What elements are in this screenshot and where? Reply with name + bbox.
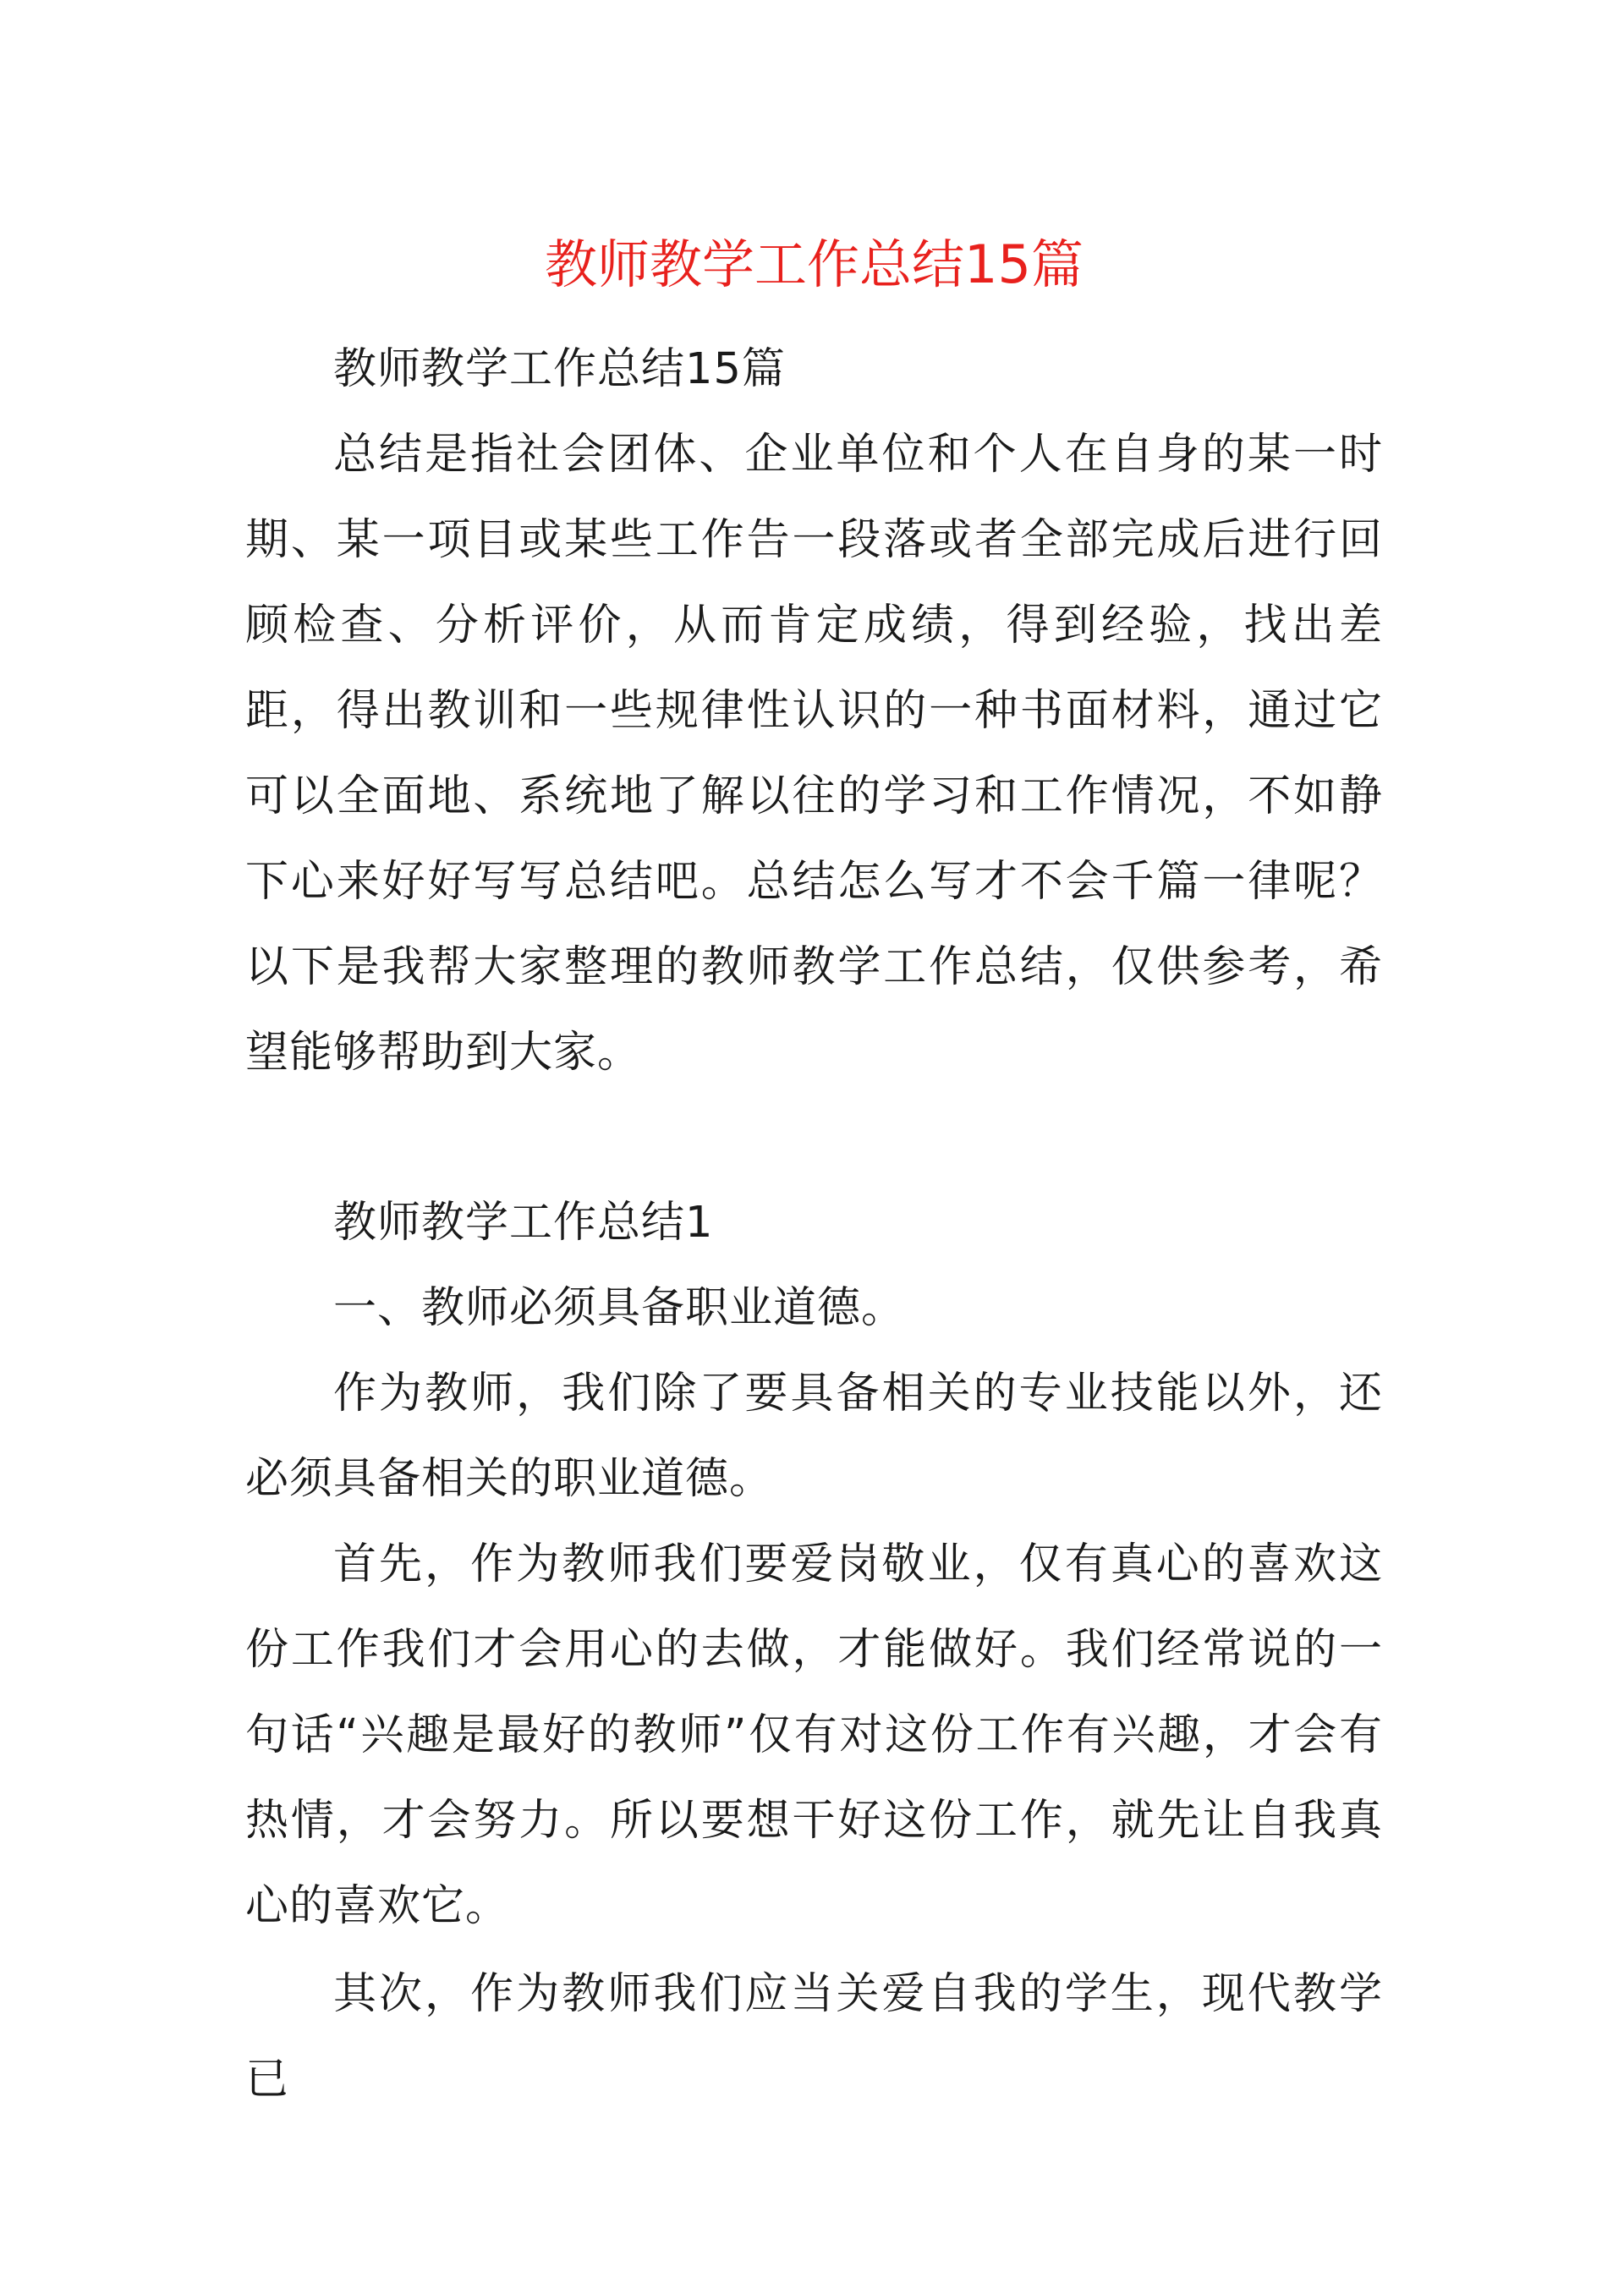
document-title: 教师教学工作总结15篇 <box>545 233 1084 295</box>
first-point-paragraph: 首先，作为教师我们要爱岗敬业，仅有真心的喜欢这份工作我们才会用心的去做，才能做好。我们经常说的一句话“兴趣是最好的教师”仅有对这份工作有兴趣，才会有热情，才会努力。所以要想干好这份工作，就先让自我真心的喜欢它。 <box>245 1539 1383 1931</box>
ethics-paragraph: 作为教师，我们除了要具备相关的专业技能以外，还必须具备相关的职业道德。 <box>245 1369 1383 1504</box>
second-point-paragraph: 其次，作为教师我们应当关爱自我的学生，现代教学已 <box>245 1969 1383 2105</box>
section-title: 教师教学工作总结1 <box>333 1198 714 1248</box>
intro-paragraph: 总结是指社会团体、企业单位和个人在自身的某一时期、某一项目或某些工作告一段落或者全部完成后进行回顾检查、分析评价，从而肯定成绩，得到经验，找出差距，得出教训和一些规律性认识的一种书面材料，通过它可以全面地、系统地了解以往的学习和工作情况，不如静下心来好好写写总结吧。总结怎么写才不会千篇一律呢？以下是我帮大家整理的教师教学工作总结，仅供参考，希望能够帮助到大家。 <box>245 430 1383 1078</box>
section-point-heading: 一、教师必须具备职业道德。 <box>333 1283 906 1333</box>
document-subtitle: 教师教学工作总结15篇 <box>333 344 786 394</box>
